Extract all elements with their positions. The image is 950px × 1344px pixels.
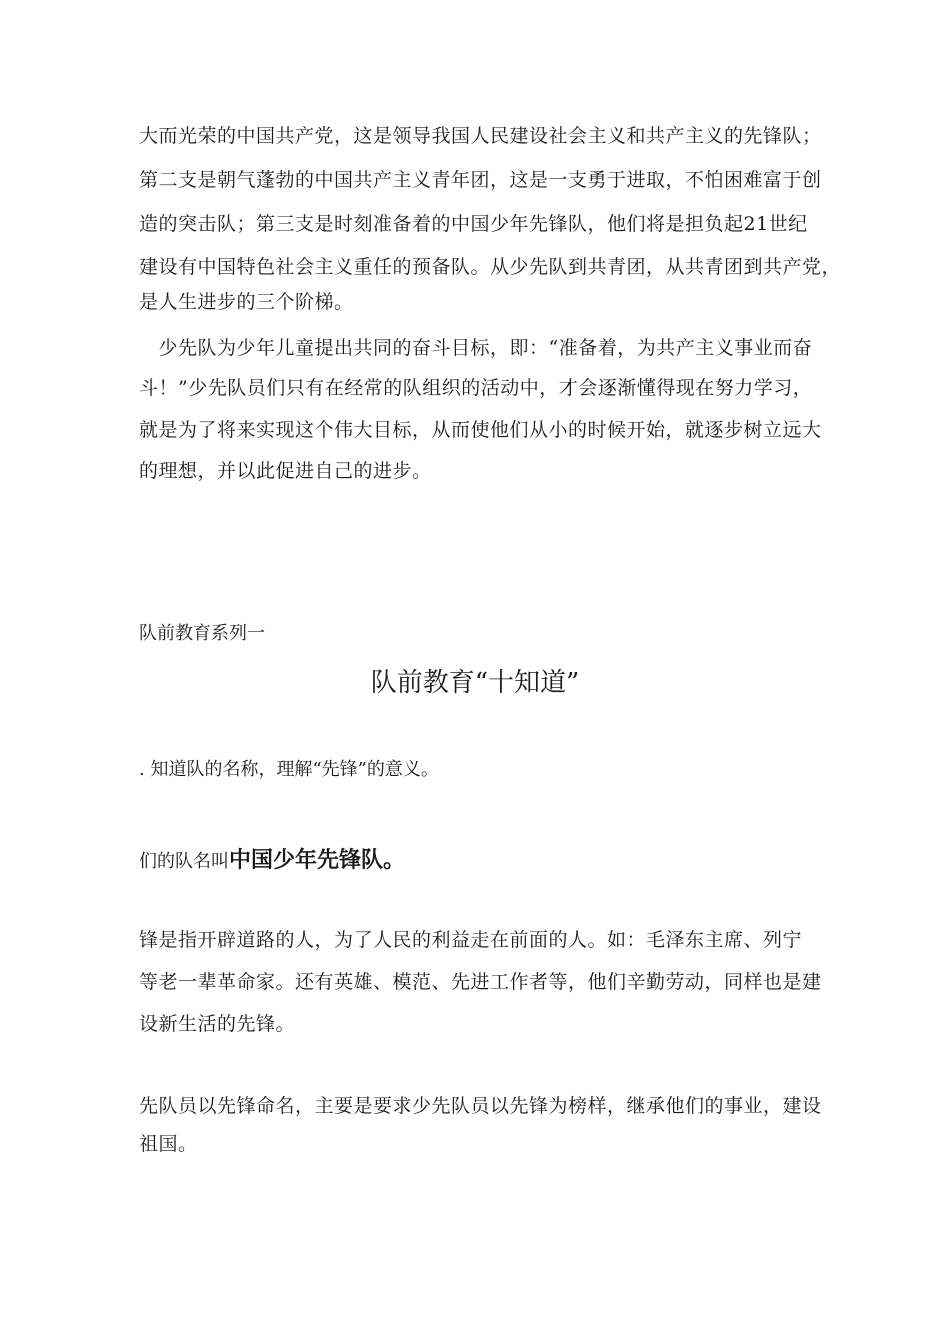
text-line: 大而光荣的中国共产党，这是领导我国人民建设社会主义和共产主义的先锋队； (139, 125, 822, 147)
team-name-line (139, 846, 405, 877)
text-line: 斗！”少先队员们只有在经常的队组织的活动中，才会逐渐懂得现在努力学习， (139, 377, 813, 399)
text-line: 设新生活的先锋。 (139, 1013, 296, 1035)
page-title: 队前教育“十知道” (370, 668, 580, 698)
text-line: 就是为了将来实现这个伟大目标，从而使他们从小的时候开始，就逐步树立远大 (139, 419, 822, 441)
text-line: 造的突击队；第三支是时刻准备着的中国少年先锋队，他们将是担负起21世纪 (139, 213, 808, 235)
team-name-prefix: 们的队名叫 (139, 851, 229, 872)
text-line: 第二支是朝气蓬勃的中国共产主义青年团，这是一支勇于进取，不怕困难富于创 (139, 169, 822, 191)
text-line: 是人生进步的三个阶梯。 (139, 291, 354, 313)
text-line: 少先队为少年儿童提出共同的奋斗目标，即：“准备着，为共产主义事业而奋 (139, 337, 813, 359)
text-line: 等老一辈革命家。还有英雄、模范、先进工作者等，他们辛勤劳动，同样也是建 (139, 971, 822, 993)
team-name-emphasis: 中国少年先锋队。 (229, 848, 406, 873)
knowledge-item: . 知道队的名称，理解“先锋”的意义。 (139, 759, 439, 780)
text-line: 建设有中国特色社会主义重任的预备队。从少先队到共青团，从共青团到共产党， (139, 256, 842, 278)
text-line: 的理想，并以此促进自己的进步。 (139, 460, 432, 482)
text-line: 锋是指开辟道路的人，为了人民的利益走在前面的人。如：毛泽东主席、列宁 (139, 929, 803, 951)
text-line: 祖国。 (139, 1133, 198, 1155)
text-line: 先队员以先锋命名，主要是要求少先队员以先锋为榜样，继承他们的事业，建设 (139, 1095, 822, 1117)
series-label: 队前教育系列一 (139, 623, 265, 644)
